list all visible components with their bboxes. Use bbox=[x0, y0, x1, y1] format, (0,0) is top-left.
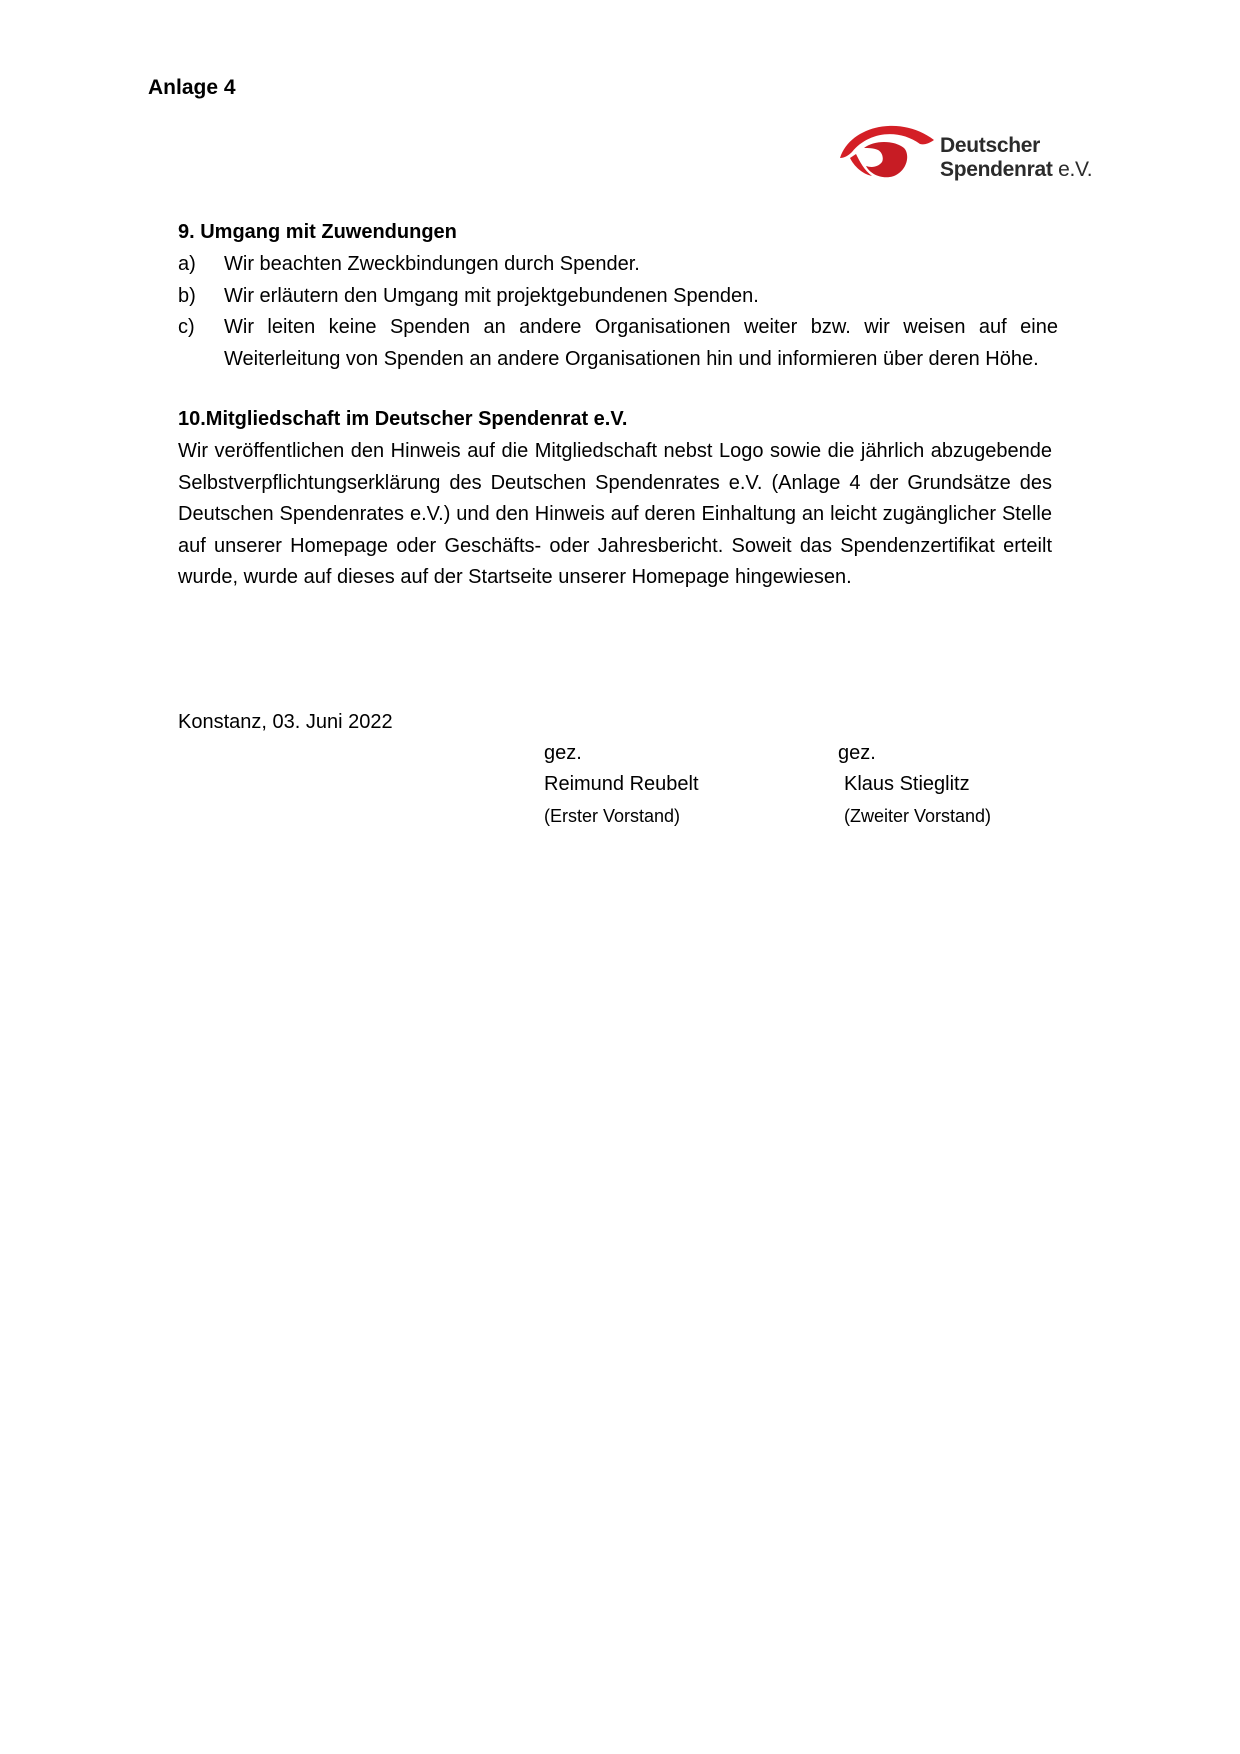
spendenrat-eye-icon bbox=[838, 118, 938, 184]
section9-item-a bbox=[178, 249, 1058, 281]
place-date: Konstanz, 03. Juni 2022 bbox=[178, 711, 393, 733]
section9-title: 9. Umgang mit Zuwendungen bbox=[178, 221, 457, 243]
section10-body: Wir veröffentlichen den Hinweis auf die Mitgliedschaft nebst Logo sowie die jährlich abzugebende Selbstverpflichtungserklärung des Deutschen Spendenrates e.V. (Anlage 4 der Grundsätze des Deutschen Spendenrates e.V.) und den Hinweis auf deren Einhaltung an leicht zugänglicher Stelle auf unserer Homepage oder Geschäfts- oder Jahresbericht. Soweit das Spendenzertifikat erteilt wurde, wurde auf dieses auf der Startseite unserer Homepage hingewiesen. bbox=[178, 440, 1052, 588]
item-label: c) bbox=[178, 316, 195, 338]
signer1-gez: gez. bbox=[544, 742, 582, 764]
signer2-role: (Zweiter Vorstand) bbox=[844, 806, 992, 826]
item-text: Wir leiten keine Spenden an andere Organisationen weiter bzw. wir weisen auf eine Weiterleitung von Spenden an andere Organisationen hin und informieren über deren Höhe. bbox=[224, 316, 1058, 370]
logo-wordmark bbox=[940, 134, 1092, 182]
signer1-role: (Erster Vorstand) bbox=[544, 806, 681, 826]
signer1-name: Reimund Reubelt bbox=[544, 773, 699, 795]
signer2-gez: gez. bbox=[838, 742, 876, 764]
item-text: Wir erläutern den Umgang mit projektgebundenen Spenden. bbox=[224, 285, 759, 307]
item-label: b) bbox=[178, 285, 196, 307]
item-text: Wir beachten Zweckbindungen durch Spender. bbox=[224, 253, 640, 275]
logo-line1: Deutscher bbox=[940, 134, 1041, 157]
annex-label: Anlage 4 bbox=[148, 76, 236, 99]
section9-item-b bbox=[178, 281, 1058, 313]
section10-title: 10.Mitgliedschaft im Deutscher Spendenrat e.V. bbox=[178, 408, 628, 430]
section9-item-c bbox=[178, 312, 1058, 375]
spendenrat-logo bbox=[838, 118, 1093, 190]
item-label: a) bbox=[178, 253, 196, 275]
signer2-name: Klaus Stieglitz bbox=[844, 773, 970, 795]
logo-line2: Spendenrat bbox=[940, 158, 1053, 181]
logo-suffix: e.V. bbox=[1058, 158, 1093, 181]
